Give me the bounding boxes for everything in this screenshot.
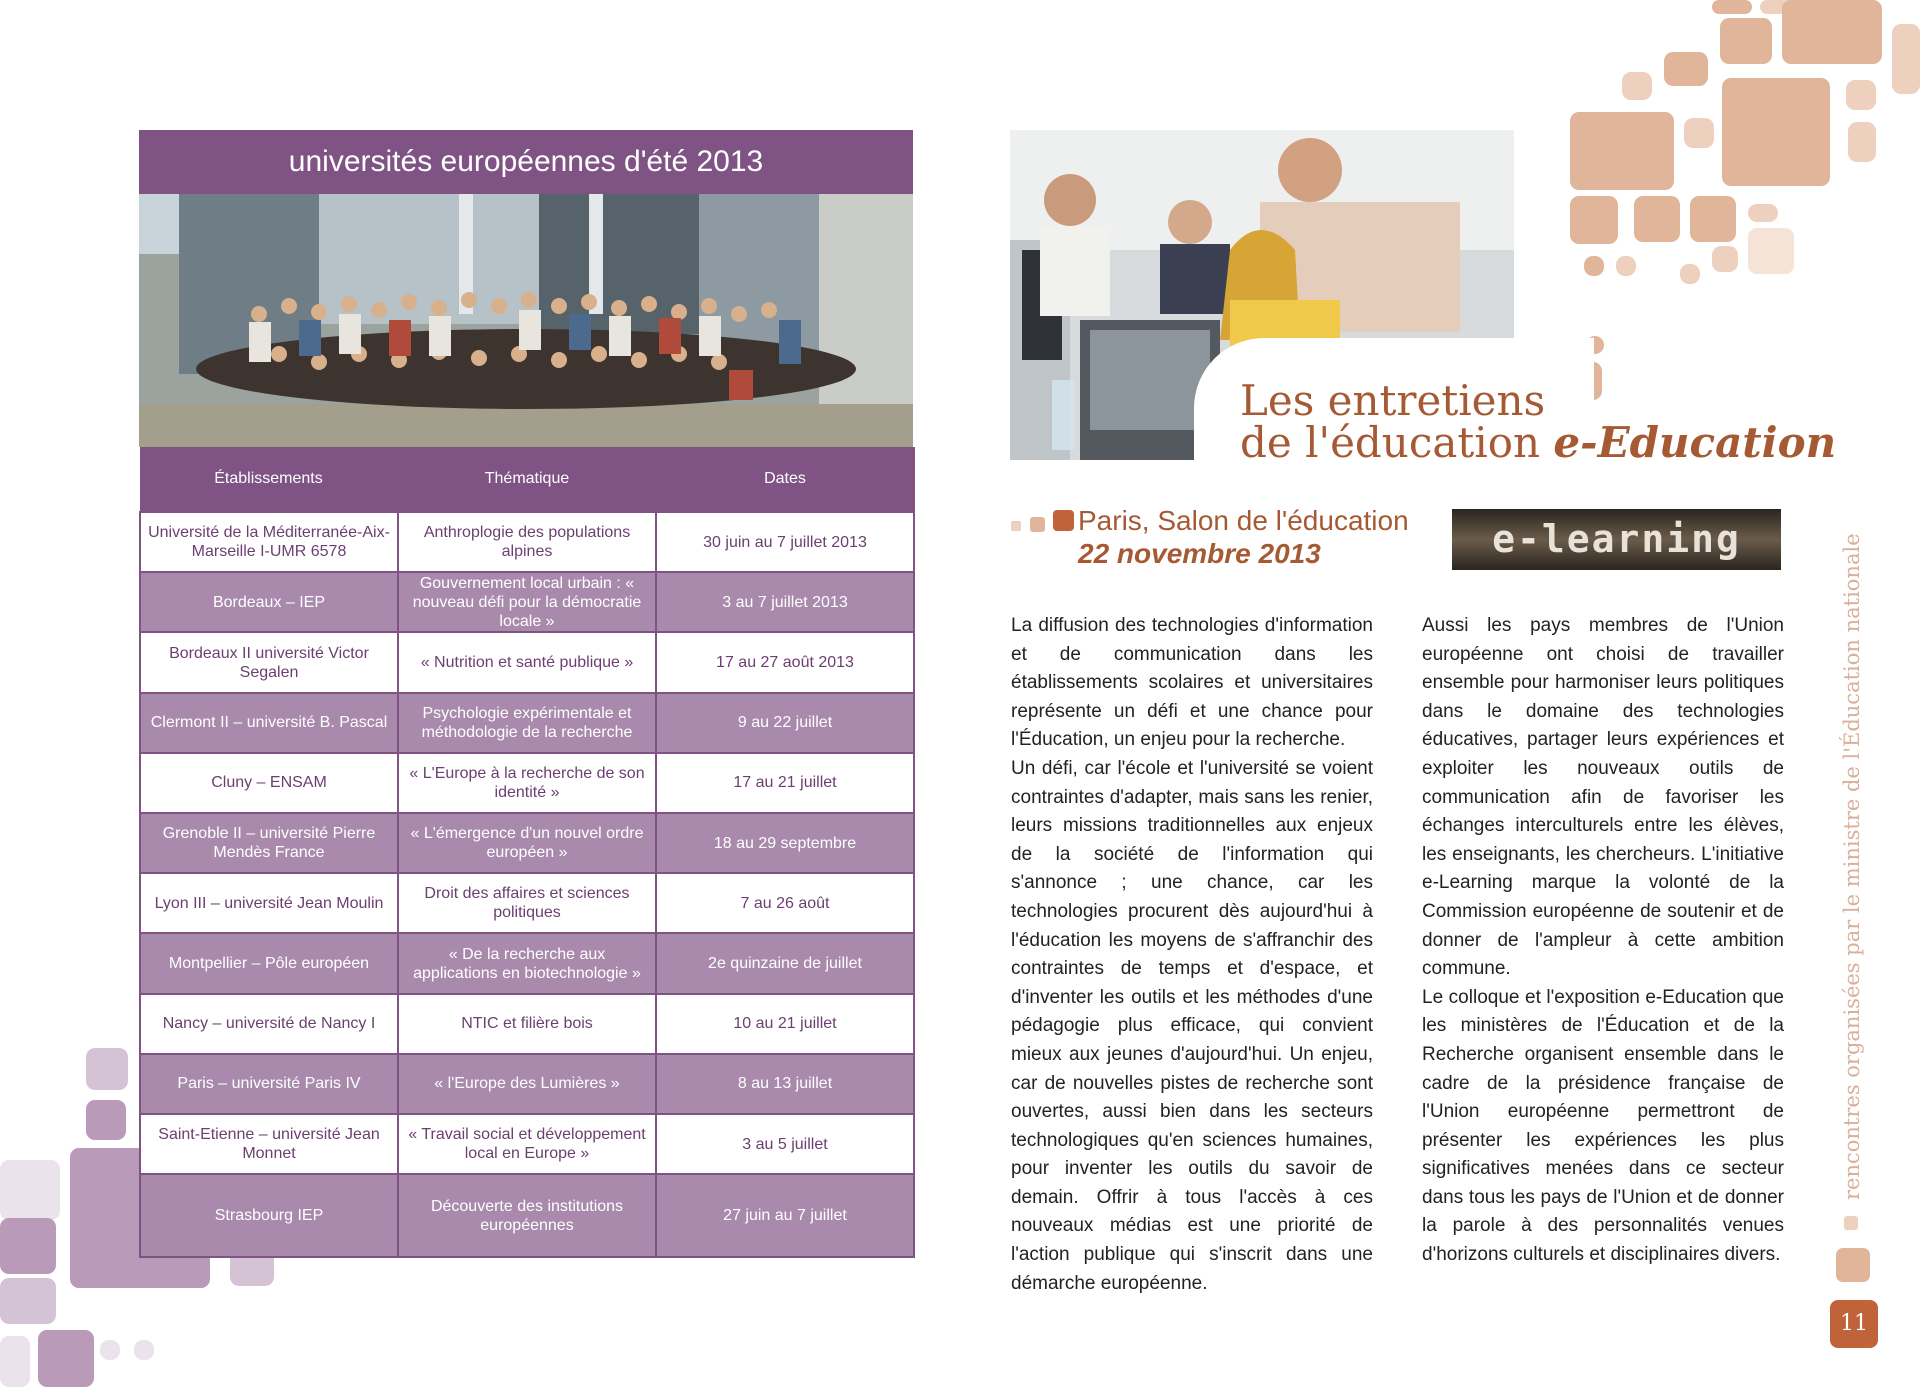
article-heading-line1: Les entretiens [1240, 376, 1546, 425]
table-row [140, 693, 914, 753]
cell-establishment: Cluny – ENSAM [140, 753, 398, 813]
cell-dates: 17 au 21 juillet [656, 753, 914, 813]
cell-theme: « l'Europe des Lumières » [398, 1054, 656, 1114]
cell-establishment: Lyon III – université Jean Moulin [140, 873, 398, 933]
cell-dates: 3 au 7 juillet 2013 [656, 572, 914, 632]
header-dates: Dates [656, 447, 914, 512]
table-row [140, 632, 914, 692]
cell-dates: 9 au 22 juillet [656, 693, 914, 753]
table-row [140, 753, 914, 813]
cell-theme: Psychologie expérimentale et méthodologie de la recherche [398, 693, 656, 753]
cell-establishment: Nancy – université de Nancy I [140, 994, 398, 1054]
table-row [140, 994, 914, 1054]
cell-theme: « De la recherche aux applications en biotechnologie » [398, 933, 656, 993]
cell-theme: « L'émergence d'un nouvel ordre européen » [398, 813, 656, 873]
cell-theme: Anthroplogie des populations alpines [398, 512, 656, 572]
cell-theme: Droit des affaires et sciences politiques [398, 873, 656, 933]
article-heading-line2 [1240, 418, 1836, 467]
table-row [140, 933, 914, 993]
paragraph: La diffusion des technologies d'information et de communication dans les établissements scolaires et universitaires représente un défi et une chance pour l'Éducation, un enjeu pour la recherche. [1011, 615, 1373, 751]
paragraph: Aussi les pays membres de l'Union européenne ont choisi de travailler ensemble pour harmoniser leurs politiques dans le domaine des technologies éducatives, partager leurs expériences et exploiter les nouveaux outils de communication afin de favoriser les échanges interculturels entre les élèves, les enseignants, les chercheurs. L'initiative e-Learning marque la volonté de la Commission européenne de soutenir et de donner de l'ampleur à cette ambition commune. [1422, 615, 1784, 980]
cell-dates: 3 au 5 juillet [656, 1114, 914, 1174]
table-row [140, 572, 914, 632]
cell-theme: « L'Europe à la recherche de son identité » [398, 753, 656, 813]
cell-establishment: Paris – université Paris IV [140, 1054, 398, 1114]
heading-emphasis: e-Education [1553, 418, 1837, 467]
cell-establishment: Université de la Méditerranée-Aix-Marseille I-UMR 6578 [140, 512, 398, 572]
event-location: Paris, Salon de l'éducation [1078, 505, 1409, 536]
cell-dates: 30 juin au 7 juillet 2013 [656, 512, 914, 572]
heading-prefix: de l'éducation [1240, 418, 1554, 467]
universities-table [139, 447, 915, 1258]
table-row [140, 1114, 914, 1174]
cell-dates: 10 au 21 juillet [656, 994, 914, 1054]
vertical-caption [1838, 533, 1866, 1200]
article-column-left [1011, 612, 1373, 1298]
cell-dates: 8 au 13 juillet [656, 1054, 914, 1114]
cell-establishment: Saint-Etienne – université Jean Monnet [140, 1114, 398, 1174]
cell-theme: NTIC et filière bois [398, 994, 656, 1054]
table-row [140, 1054, 914, 1114]
table-header-row [140, 447, 914, 512]
cell-establishment: Bordeaux – IEP [140, 572, 398, 632]
cell-dates: 7 au 26 août [656, 873, 914, 933]
cell-establishment: Bordeaux II université Victor Segalen [140, 632, 398, 692]
cell-theme: Gouvernement local urbain : « nouveau défi pour la démocratie locale » [398, 572, 656, 632]
group-photo-image [139, 194, 913, 447]
group-photo [139, 194, 913, 447]
vertical-caption-text: rencontres organisées par le ministre de l'Éducation nationale [1840, 533, 1864, 1200]
table-row [140, 813, 914, 873]
header-theme: Thématique [398, 447, 656, 512]
paragraph: Un défi, car l'école et l'université se voient contraintes d'adapter, mais sans les renier, leurs missions traditionnelles aux enjeux de la société de l'information qui s'annonce ; une chance, car les technologies procurent dès aujourd'hui à l'éducation les moyens de s'affranchir des contraintes de temps et d'espace, et d'inventer les outils et les méthodes d'une pédagogie plus efficace, qui convient mieux aux jeunes d'aujourd'hui. Un enjeu, car de nouvelles pistes de recherche sont ouvertes, aussi bien dans les secteurs technologiques qu'en sciences humaines, pour inventer les outils du savoir de demain. Offrir à tous l'accès à ces nouveaux médias est une priorité de l'action publique qui s'inscrit dans une démarche européenne. [1011, 757, 1373, 1294]
header-establishments: Établissements [140, 447, 398, 512]
paragraph: Le colloque et l'exposition e-Education que les ministères de l'Éducation et de la Recherche organisent ensemble dans le cadre de la présidence française de l'Union européenne permettront de présenter les expériences les plus significatives menées dans ce secteur dans tous les pays de l'Union et de donner la parole à des personnalités venues d'horizons culturels et disciplinaires divers. [1422, 986, 1784, 1266]
event-date: 22 novembre 2013 [1078, 538, 1321, 569]
article-column-right [1422, 612, 1784, 1270]
cell-establishment: Grenoble II – université Pierre Mendès France [140, 813, 398, 873]
cell-dates: 18 au 29 septembre [656, 813, 914, 873]
cell-dates: 17 au 27 août 2013 [656, 632, 914, 692]
cell-theme: « Travail social et développement local en Europe » [398, 1114, 656, 1174]
cell-theme: « Nutrition et santé publique » [398, 632, 656, 692]
page-number: 11 [1830, 1300, 1878, 1348]
cell-dates: 27 juin au 7 juillet [656, 1174, 914, 1257]
cell-establishment: Strasbourg IEP [140, 1174, 398, 1257]
cell-theme: Découverte des institutions européennes [398, 1174, 656, 1257]
cell-establishment: Clermont II – université B. Pascal [140, 693, 398, 753]
cell-dates: 2e quinzaine de juillet [656, 933, 914, 993]
table-row [140, 512, 914, 572]
cell-establishment: Montpellier – Pôle européen [140, 933, 398, 993]
panel-title: universités européennes d'été 2013 [139, 130, 913, 194]
table-row [140, 873, 914, 933]
e-learning-banner: e-learning [1452, 509, 1781, 570]
table-row [140, 1174, 914, 1257]
summer-universities-panel [139, 130, 913, 1258]
